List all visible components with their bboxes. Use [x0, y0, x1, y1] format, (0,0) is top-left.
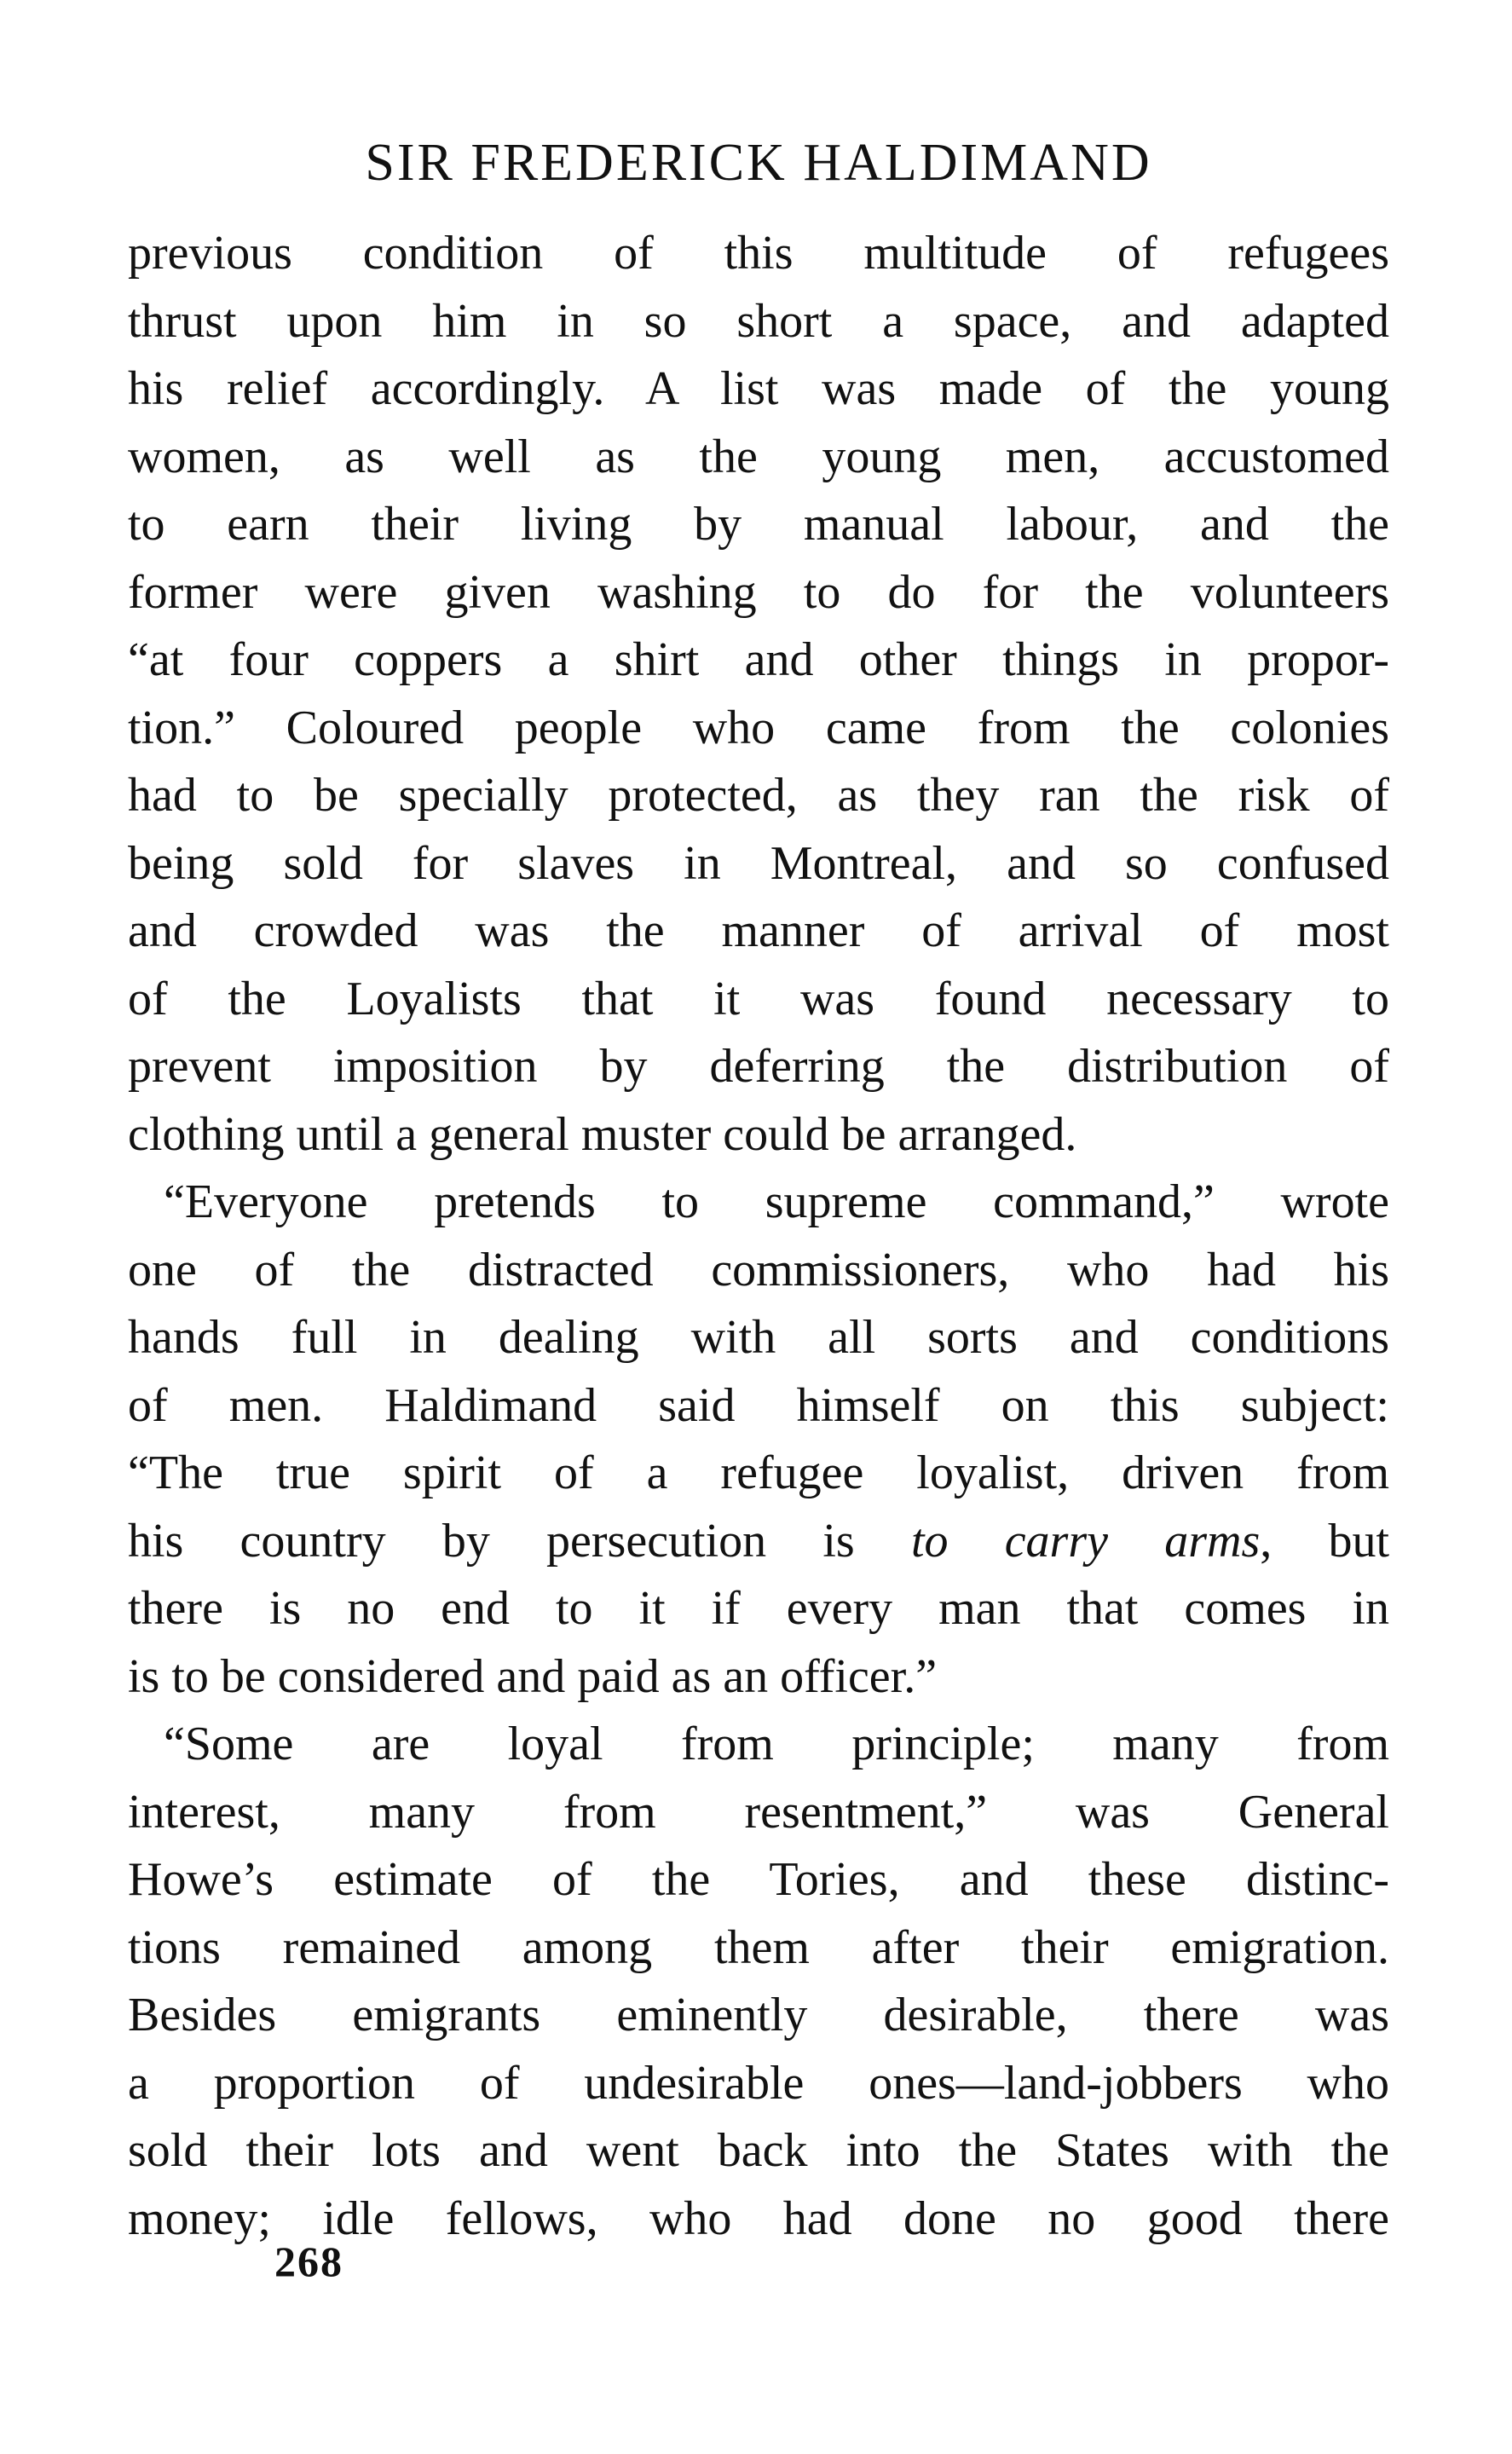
- paragraph-3: [128, 1711, 1389, 2253]
- body-text: [128, 220, 1389, 2253]
- text-line: former were given washing to do for the volunteers: [128, 565, 1389, 619]
- text-line: Besides emigrants eminently desirable, there was: [128, 1989, 1389, 2041]
- text-line: a proportion of undesirable ones—land-jobbers who: [128, 2056, 1389, 2110]
- text-line: of men. Haldimand said himself on this subject:: [128, 1378, 1389, 1432]
- text-line: clothing until a general muster could be arranged.: [128, 1107, 1077, 1161]
- emphasis-text: to carry arms: [910, 1514, 1261, 1568]
- page-number: 268: [274, 2237, 343, 2285]
- text-line: interest, many from resentment,” was General: [128, 1785, 1389, 1839]
- text-line: sold their lots and went back into the States with the: [128, 2124, 1389, 2177]
- text-line: hands full in dealing with all sorts and conditions: [128, 1311, 1389, 1364]
- text-line: money; idle fellows, who had done no good there: [128, 2191, 1389, 2245]
- text-line: and crowded was the manner of arrival of most: [128, 904, 1389, 957]
- text-line: Howe’s estimate of the Tories, and these distinc-: [128, 1853, 1389, 1906]
- text-line: his relief accordingly. A list was made of the young: [128, 362, 1389, 415]
- text-line: had to be specially protected, as they ran the risk of: [128, 769, 1389, 822]
- text-line: tion.” Coloured people who came from the colonies: [128, 701, 1389, 754]
- text-line: “Some are loyal from principle; many from: [164, 1718, 1389, 1770]
- text-line: of the Loyalists that it was found necessary to: [128, 972, 1389, 1025]
- running-head: SIR FREDERICK HALDIMAND: [365, 134, 1152, 192]
- text-line: his country by persecution is to carry arms, but: [128, 1514, 1389, 1568]
- paragraph-2: [128, 1169, 1389, 1711]
- text-line: thrust upon him in so short a space, and adapted: [128, 294, 1389, 348]
- text-line: being sold for slaves in Montreal, and so confused: [128, 836, 1389, 890]
- text-line: there is no end to it if every man that comes in: [128, 1582, 1389, 1635]
- text-line: “Everyone pretends to supreme command,” wrote: [164, 1175, 1389, 1228]
- text-line: prevent imposition by deferring the distribution of: [128, 1040, 1389, 1093]
- text-line: tions remained among them after their emigration.: [128, 1920, 1389, 1974]
- text-line: one of the distracted commissioners, who had his: [128, 1243, 1389, 1296]
- text-line: is to be considered and paid as an officer.”: [128, 1649, 938, 1703]
- text-line: previous condition of this multitude of refugees: [128, 227, 1389, 280]
- paragraph-1: [128, 220, 1389, 1169]
- text-line: women, as well as the young men, accustomed: [128, 430, 1389, 483]
- text-line: “at four coppers a shirt and other things in propor-: [128, 633, 1389, 686]
- text-line: “The true spirit of a refugee loyalist, driven from: [128, 1446, 1389, 1499]
- text-line: to earn their living by manual labour, and the: [128, 498, 1389, 551]
